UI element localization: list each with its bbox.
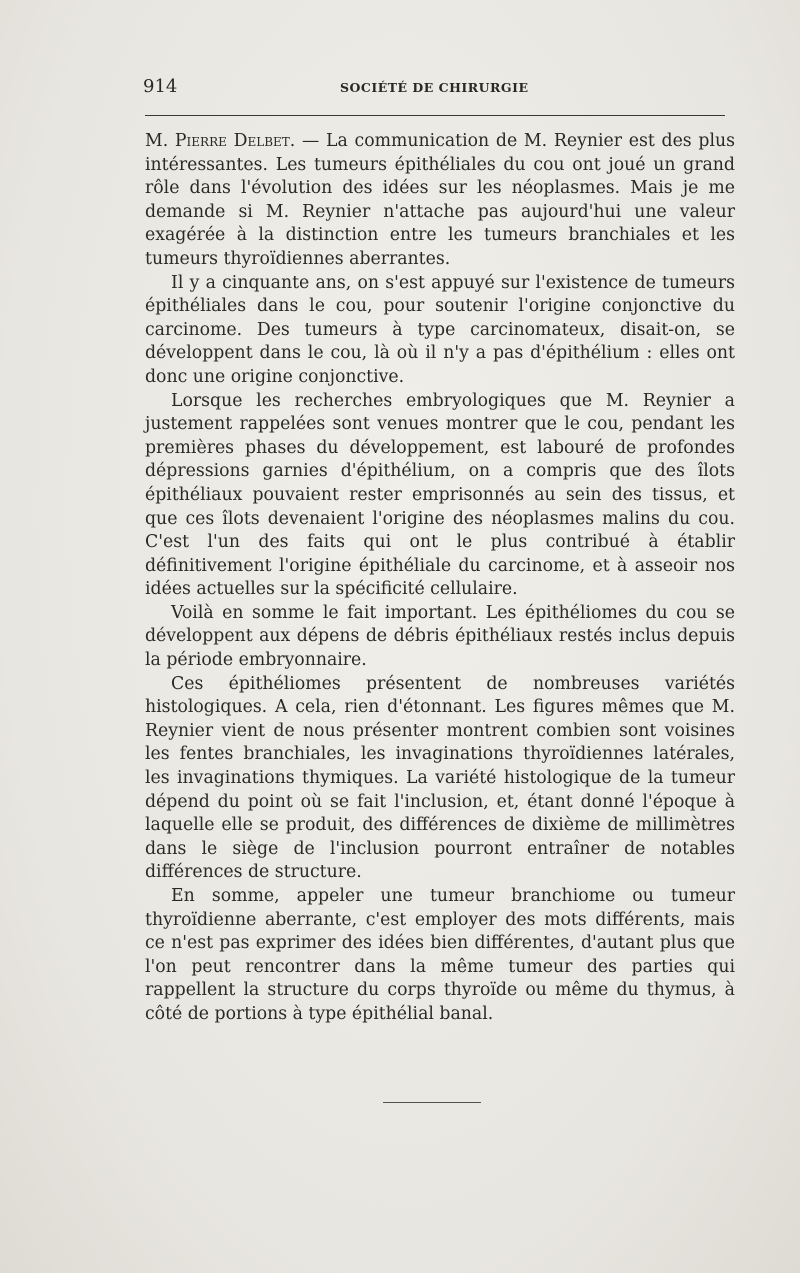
paragraph-1 bbox=[145, 130, 735, 272]
paragraph-6: En somme, appeler une tumeur branchiome ou tumeur thyroïdienne aberrante, c'est employer des mots différents, mais ce n'est pas exprimer des idées bien différentes, d'autant plus que l'on peut rencontrer dans la même tumeur des parties qui rappellent la structure du corps thyroïde ou même du thymus, à côté de portions à type épithélial banal. bbox=[145, 886, 735, 1024]
paragraph-5: Ces épithéliomes présentent de nombreuses variétés histologiques. A cela, rien d'étonnant. Les figures mêmes que M. Reynier vient de nous présenter montrent combien sont voisines les fentes branchiales, les invaginations thyroïdiennes latérales, les invaginations thymiques. La variété histologique de la tumeur dépend du point où se fait l'inclusion, et, étant donné l'époque à laquelle elle se produit, des différences de dixième de millimètres dans le siège de l'inclusion pourront entraîner de notables différences de structure. bbox=[145, 673, 735, 883]
paragraph-3: Lorsque les recherches embryologiques que M. Reynier a justement rappelées sont venues montrer que le cou, pendant les premières phases du développement, est labouré de profondes dépressions garnies d'épithélium, on a compris que des îlots épithéliaux pouvaient rester emprisonnés au sein des tissus, et que ces îlots devenaient l'origine des néoplasmes malins du cou. C'est l'un des faits qui ont le plus contribué à établir définitivement l'origine épithéliale du carcinome, et à asseoir nos idées actuelles sur la spécificité cellulaire. bbox=[145, 390, 735, 600]
section-end-rule bbox=[383, 1102, 481, 1103]
paragraph-4: Voilà en somme le fait important. Les épithéliomes du cou se développent aux dépens de débris épithéliaux restés inclus depuis la période embryonnaire. bbox=[145, 602, 735, 671]
page-header bbox=[143, 76, 728, 100]
paragraph-2: Il y a cinquante ans, on s'est appuyé sur l'existence de tumeurs épithéliales dans le cou, pour soutenir l'origine conjonctive du carcinome. Des tumeurs à type carcinomateux, disait-on, se développent dans le cou, là où il n'y a pas d'épithélium : elles ont donc une origine conjonctive. bbox=[145, 272, 735, 387]
speaker-name: M. Pierre Delbet. bbox=[145, 131, 296, 151]
running-title: SOCIÉTÉ DE CHIRURGIE bbox=[340, 80, 529, 95]
paragraph-text: — La communication de M. Reynier est des plus intéressantes. Les tumeurs épithéliales du cou ont joué un grand rôle dans l'évolution des idées sur les néoplasmes. Mais je me demande si M. Reynier n'attache pas aujourd'hui une valeur exagérée à la distinction entre les tumeurs branchiales et les tumeurs thyroïdiennes aberrantes. bbox=[145, 131, 735, 269]
header-rule bbox=[145, 115, 725, 116]
page-number: 914 bbox=[143, 76, 178, 97]
article-body bbox=[145, 130, 735, 1027]
